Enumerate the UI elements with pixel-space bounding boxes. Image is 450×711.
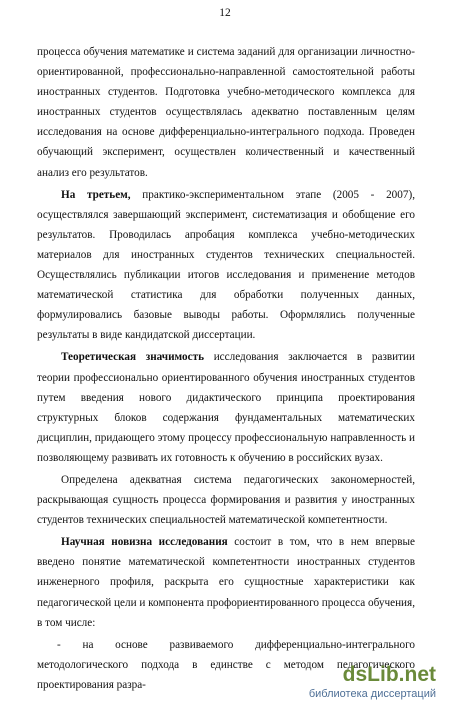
paragraph-lead: Теоретическая значимость xyxy=(61,351,204,364)
page-number: 12 xyxy=(219,7,231,19)
paragraph-text: состоит в том, что в нем впервые введено понятие математической компетентности иностранных студентов инженерного профиля, раскрыта его сущностные характеристики как педагогической цели и компонента профориентированного процесса обучения, в том числе: xyxy=(37,536,415,629)
paragraph xyxy=(37,470,415,530)
paragraph-text: исследования заключается в развитии теории профессионально ориентированного обучения иностранных студентов путем введения нового дидактического принципа проектирования структурных блоков содержания фундаментальных математических дисциплин, придающего этому процессу профессиональную направленность и позволяющему развивать их готовность к обучению в российских вузах. xyxy=(37,351,415,464)
paragraph xyxy=(37,532,415,632)
watermark-caption: библиотека диссертаций xyxy=(308,688,436,700)
paragraph-text: процесса обучения математике и система заданий для организации личностно-ориентированной, профессионально-направленной самостоятельной работы иностранных студентов. Подготовка учебно-методического комплекса для иностранных студентов осуществлялась адекватно поставленным целям исследования на основе дифференциально-интегрального подхода. Проведен обучающий эксперимент, осуществлен количественный и качественный анализ его результатов. xyxy=(37,46,415,179)
paragraph-lead: Научная новизна исследования xyxy=(61,536,228,549)
page-body xyxy=(37,42,415,695)
paragraph xyxy=(37,42,415,183)
paragraph-text: Определена адекватная система педагогических закономерностей, раскрывающая сущность процесса формирования и развития у иностранных студентов технических специальностей математической компетентности. xyxy=(37,473,415,527)
paragraph xyxy=(37,347,415,468)
list-item-text: - на основе развиваемого дифференциально-интегрального методологического подхода в единстве с методом педагогического проектирования разра- xyxy=(37,638,415,691)
paragraph xyxy=(37,185,415,346)
paragraph-lead: На третьем, xyxy=(61,188,131,201)
paragraph-text: практико-экспериментальном этапе (2005 - 2007), осуществлялся завершающий эксперимент, систематизация и обобщение его результатов. Проводилась апробация комплекса учебно-методических материалов для иностранных студентов технических специальностей. Осуществлялись публикации итогов исследования и применение методов математической статистика для обработки полученных данных, формулировались базовые выводы работы. Оформлялись полученные результаты в виде кандидатской диссертации. xyxy=(37,188,415,342)
watermark xyxy=(256,663,436,707)
watermark-logo: dsLib.net xyxy=(342,663,436,686)
